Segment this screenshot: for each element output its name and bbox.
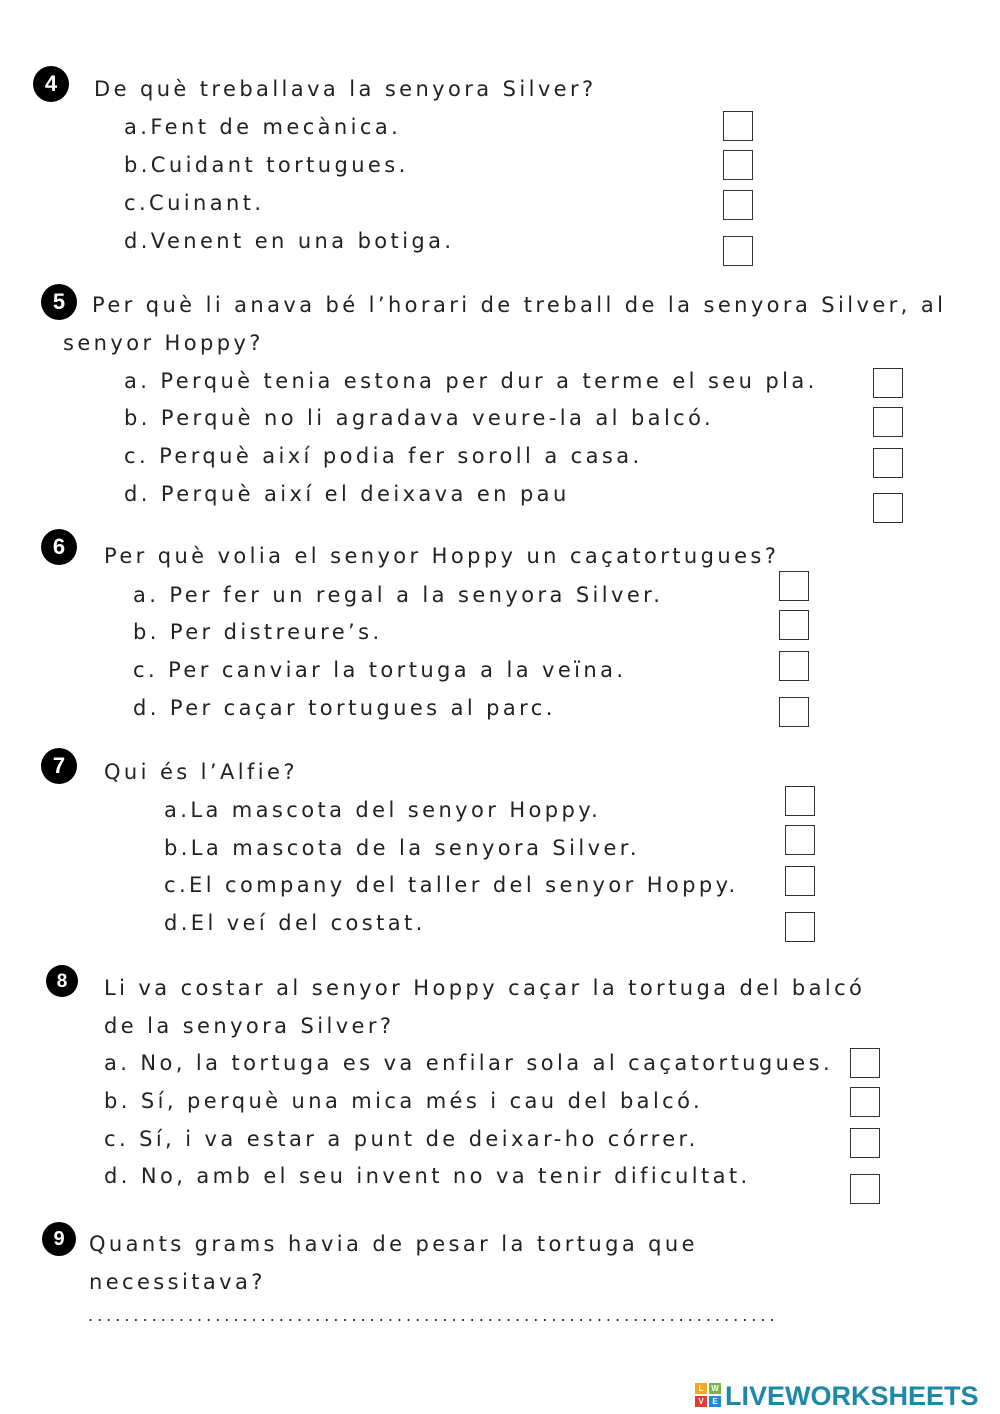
question-number-badge: 5 bbox=[41, 284, 77, 320]
answer-option: c.Cuinant. bbox=[124, 191, 265, 215]
question-text: Per què li anava bé l’horari de treball de la senyora Silver, al bbox=[92, 293, 947, 317]
answer-checkbox[interactable] bbox=[723, 150, 753, 180]
answer-checkbox[interactable] bbox=[850, 1128, 880, 1158]
question-text: De què treballava la senyora Silver? bbox=[94, 77, 597, 101]
answer-checkbox[interactable] bbox=[850, 1174, 880, 1204]
logo-cube: E bbox=[709, 1396, 721, 1407]
answer-checkbox[interactable] bbox=[779, 610, 809, 640]
answer-option: b. Perquè no li agradava veure-la al balcó. bbox=[124, 406, 715, 430]
question-text: Per què volia el senyor Hoppy un caçatortugues? bbox=[104, 544, 780, 568]
answer-checkbox[interactable] bbox=[785, 786, 815, 816]
answer-option: c. Per canviar la tortuga a la veïna. bbox=[133, 658, 627, 682]
answer-option: a.Fent de mecànica. bbox=[124, 115, 402, 139]
logo-cubes-icon bbox=[695, 1383, 723, 1409]
answer-option: c. Perquè així podia fer soroll a casa. bbox=[124, 444, 643, 468]
answer-option: d.Venent en una botiga. bbox=[124, 229, 455, 253]
answer-option: b. Per distreure’s. bbox=[133, 620, 383, 644]
question-text: senyor Hoppy? bbox=[63, 331, 264, 355]
answer-option: d. No, amb el seu invent no va tenir dificultat. bbox=[104, 1164, 751, 1188]
question-number-badge: 7 bbox=[41, 748, 77, 784]
answer-option: b.Cuidant tortugues. bbox=[124, 153, 409, 177]
logo-cube: L bbox=[695, 1383, 707, 1394]
answer-checkbox[interactable] bbox=[785, 866, 815, 896]
answer-option: c. Sí, i va estar a punt de deixar-ho córrer. bbox=[104, 1127, 699, 1151]
answer-option: a. Perquè tenia estona per dur a terme el seu pla. bbox=[124, 369, 818, 393]
answer-option: b. Sí, perquè una mica més i cau del balcó. bbox=[104, 1089, 704, 1113]
answer-checkbox[interactable] bbox=[779, 697, 809, 727]
question-text: Qui és l’Alfie? bbox=[104, 760, 298, 784]
question-text: necessitava? bbox=[89, 1270, 266, 1294]
answer-checkbox[interactable] bbox=[779, 571, 809, 601]
answer-checkbox[interactable] bbox=[850, 1048, 880, 1078]
answer-checkbox[interactable] bbox=[850, 1087, 880, 1117]
liveworksheets-logo bbox=[695, 1381, 979, 1411]
logo-text: LIVEWORKSHEETS bbox=[725, 1380, 979, 1411]
question-text: de la senyora Silver? bbox=[104, 1014, 395, 1038]
answer-option: b.La mascota de la senyora Silver. bbox=[164, 836, 640, 860]
answer-option: a.La mascota del senyor Hoppy. bbox=[164, 798, 602, 822]
answer-checkbox[interactable] bbox=[723, 111, 753, 141]
logo-cube: W bbox=[709, 1383, 721, 1394]
question-number-badge: 8 bbox=[46, 965, 78, 997]
answer-checkbox[interactable] bbox=[873, 493, 903, 523]
answer-checkbox[interactable] bbox=[785, 912, 815, 942]
answer-option: d.El veí del costat. bbox=[164, 911, 426, 935]
answer-option: c.El company del taller del senyor Hoppy. bbox=[164, 873, 739, 897]
answer-option: a. No, la tortuga es va enfilar sola al caçatortugues. bbox=[104, 1051, 834, 1075]
question-text: Quants grams havia de pesar la tortuga que bbox=[89, 1232, 698, 1256]
question-number-badge: 6 bbox=[41, 529, 77, 565]
logo-cube: V bbox=[695, 1396, 707, 1407]
answer-option: a. Per fer un regal a la senyora Silver. bbox=[133, 583, 664, 607]
answer-checkbox[interactable] bbox=[873, 407, 903, 437]
answer-checkbox[interactable] bbox=[873, 368, 903, 398]
answer-line[interactable]: ............................................................................ bbox=[88, 1306, 779, 1325]
answer-checkbox[interactable] bbox=[723, 236, 753, 266]
question-number-badge: 9 bbox=[42, 1222, 76, 1256]
answer-checkbox[interactable] bbox=[873, 448, 903, 478]
answer-checkbox[interactable] bbox=[785, 825, 815, 855]
answer-checkbox[interactable] bbox=[723, 190, 753, 220]
question-text: Li va costar al senyor Hoppy caçar la tortuga del balcó bbox=[104, 976, 866, 1000]
question-number-badge: 4 bbox=[33, 66, 69, 102]
answer-option: d. Perquè així el deixava en pau bbox=[124, 482, 570, 506]
answer-option: d. Per caçar tortugues al parc. bbox=[133, 696, 556, 720]
answer-checkbox[interactable] bbox=[779, 651, 809, 681]
